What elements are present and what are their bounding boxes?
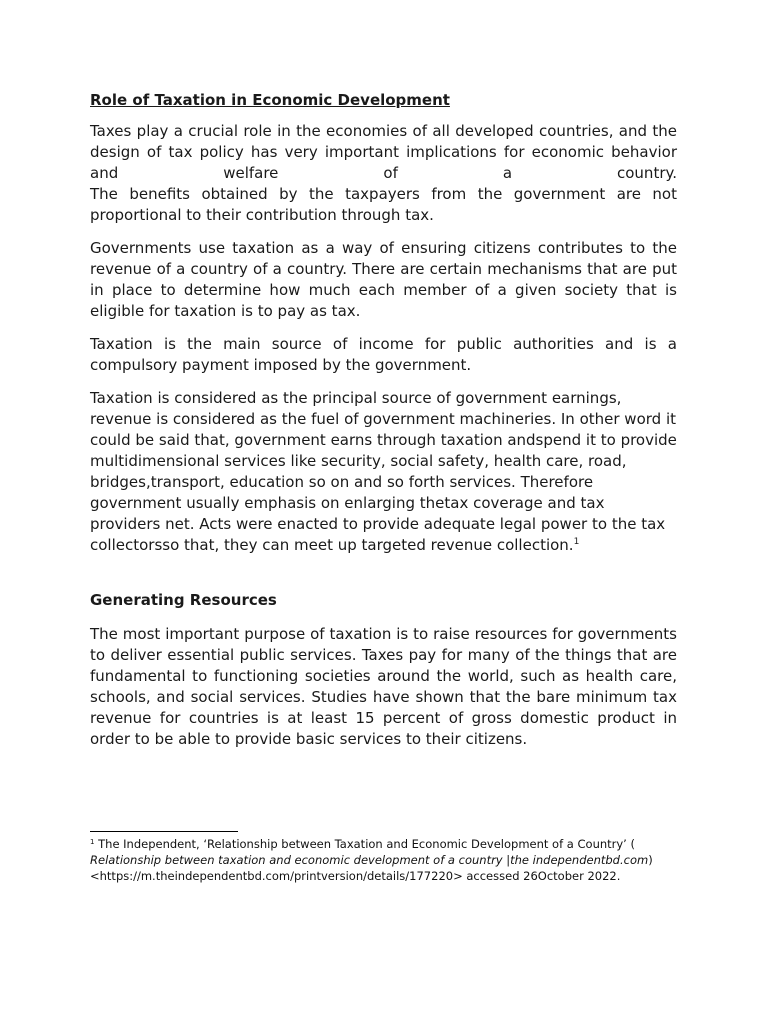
paragraph-1-part-2: The benefits obtained by the taxpayers from the government are not proportional to their contribution through tax. bbox=[90, 185, 677, 224]
paragraph-4 bbox=[90, 388, 677, 556]
paragraph-1 bbox=[90, 121, 677, 226]
paragraph-5: The most important purpose of taxation is to raise resources for governments to deliver essential public services. Taxes pay for many of the things that are fundamental to functioning societies around the world, such as health care, schools, and social services. Studies have shown that the bare minimum tax revenue for countries is at least 15 percent of gross domestic product in order to be able to provide basic services to their citizens. bbox=[90, 625, 677, 748]
footnote bbox=[90, 836, 680, 884]
footnote-source-title: Relationship between taxation and economic development of a country |the independentbd.com bbox=[90, 853, 649, 867]
section-heading: Generating Resources bbox=[90, 591, 277, 609]
document-body bbox=[90, 88, 677, 750]
footnote-separator bbox=[90, 831, 238, 832]
footnote-reference[interactable]: 1 bbox=[573, 537, 580, 547]
paragraph-4-text: Taxation is considered as the principal source of government earnings, revenue is considered as the fuel of government machineries. In other word it could be said that, government earns through taxation andspend it to provide multidimensional services like security, social safety, health care, road, bridges,transport, education so on and so forth services. Therefore government usually emphasis on enlarging thetax coverage and tax providers net. Acts were enacted to provide adequate legal power to the tax collectorsso that, they can meet up targeted revenue collection. bbox=[90, 389, 677, 554]
paragraph-1-part-1: Taxes play a crucial role in the economies of all developed countries, and the design of tax policy has very important implications for economic behavior and welfare of a country. bbox=[90, 122, 677, 182]
footnote-text-b: ) <https://m.theindependentbd.com/printversion/details/177220> accessed 26October 2022. bbox=[90, 853, 653, 883]
paragraph-3: Taxation is the main source of income for public authorities and is a compulsory payment imposed by the government. bbox=[90, 335, 677, 374]
paragraph-2: Governments use taxation as a way of ensuring citizens contributes to the revenue of a country of a country. There are certain mechanisms that are put in place to determine how much each member of a given society that is eligible for taxation is to pay as tax. bbox=[90, 239, 677, 320]
footnote-mark: 1 bbox=[90, 838, 95, 846]
page-title: Role of Taxation in Economic Development bbox=[90, 91, 450, 109]
footnote-text-a: The Independent, ‘Relationship between Taxation and Economic Development of a Country’ ( bbox=[94, 837, 635, 851]
